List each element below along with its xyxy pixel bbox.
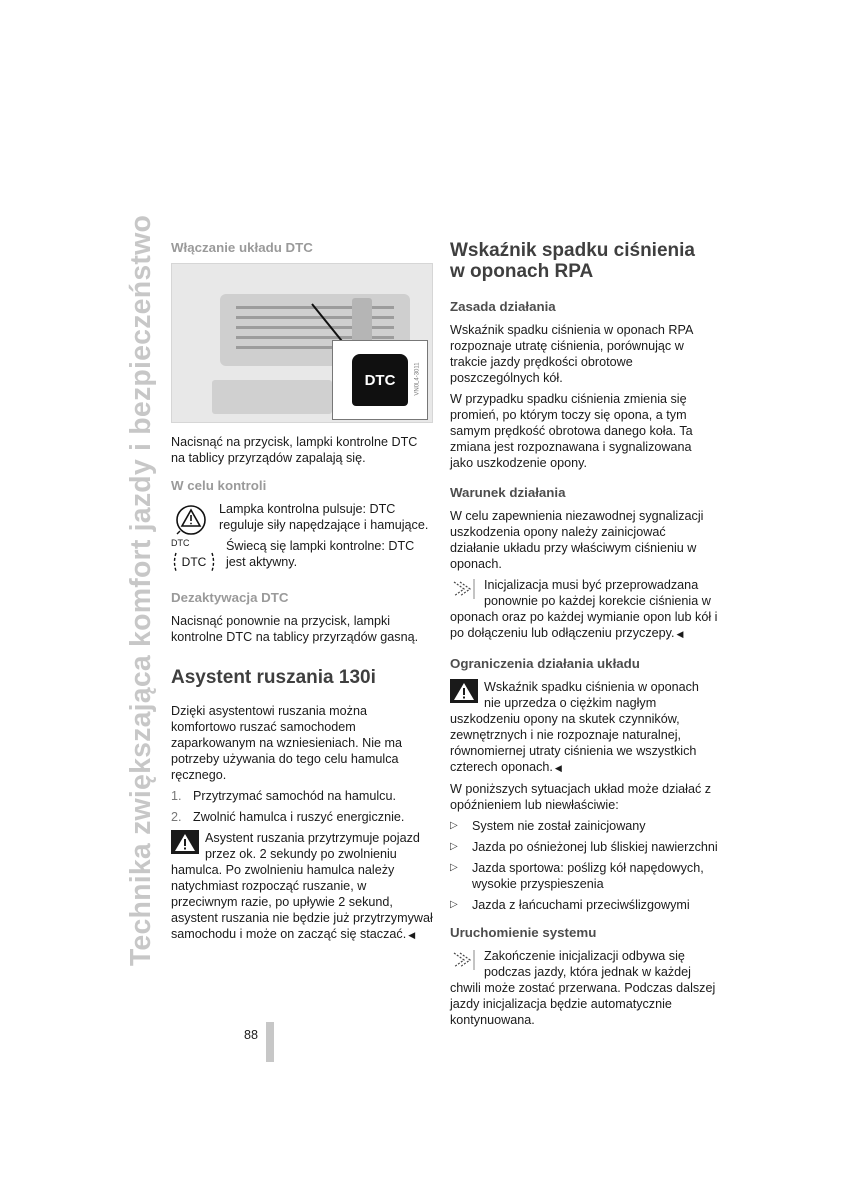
list-item-text: Jazda po ośnieżonej lub śliskiej nawierzchni [472, 840, 718, 854]
dtc-button: DTC [352, 354, 408, 406]
step-text: Przytrzymać samochód na hamulcu. [193, 789, 396, 803]
principle-text-1: Wskaźnik spadku ciśnienia w oponach RPA rozpoznaje utratę ciśnienia, porównując w trakcie jazdy prędkości obrotowe poszczególnych kół. [450, 323, 693, 385]
limitations-warning-note [450, 679, 718, 776]
condition-text: W celu zapewnienia niezawodnej sygnalizacji uszkodzenia opony należy zainicjować działanie układu przy właściwym ciśnieniu w oponach. [450, 509, 704, 571]
page-marker-bar [266, 1022, 274, 1062]
bullet-arrow-icon [450, 839, 458, 855]
figure-code: VN0L4-3011 [414, 362, 421, 396]
list-item-text: Jazda sportowa: poślizg kół napędowych, wysokie przyspieszenia [472, 861, 704, 891]
list-item [450, 839, 718, 855]
warning-triangle-icon [450, 679, 478, 703]
list-item [450, 897, 718, 913]
bullet-arrow-icon [450, 818, 458, 834]
dtc-activation-text: Nacisnąć na przycisk, lampki kontrolne DTC na tablicy przyrządów zapalają się. [171, 435, 418, 465]
list-item [450, 860, 718, 892]
heading-dtc-activation: Włączanie układu DTC [171, 240, 313, 255]
system-start-hint-text: Zakończenie inicjalizacji odbywa się podczas jazdy, która jednak w każdej chwili może zostać przerwana. Podczas dalszej jazdy inicjalizacja będzie automatycznie kontynuowana. [450, 949, 716, 1027]
heading-check: W celu kontroli [171, 478, 267, 493]
heading-hill-start-assist: Asystent ruszania 130i [171, 667, 376, 688]
indicator-flashing-text: Lampka kontrolna pulsuje: DTC reguluje siły napędzające i hamujące. [219, 502, 429, 532]
limitations-intro: W poniższych sytuacjach układ może działać z opóźnieniem lub niewłaściwie: [450, 782, 712, 812]
right-column [450, 240, 718, 1033]
list-item-text: Jazda z łańcuchami przeciwślizgowymi [472, 898, 690, 912]
dtc-indicator-caption: DTC [171, 538, 190, 548]
step-text: Zwolnić hamulca i ruszyć energicznie. [193, 810, 405, 824]
limitations-list [450, 818, 718, 913]
hill-start-warning-text: Asystent ruszania przytrzymuje pojazd przez ok. 2 sekundy po zwolnieniu hamulca. Po zwolnieniu hamulca należy natychmiast rozpocząć ruszanie, w przeciwnym razie, po upływie 2 sekund, asystent ruszania nie będzie już przytrzymywał samochodu i może on zacząć się staczać. ◀ [171, 830, 433, 943]
list-item [171, 788, 433, 804]
dsc-warning-lamp-icon [171, 501, 211, 541]
indicator-row-flashing [171, 501, 433, 533]
condition-hint-note [450, 577, 718, 642]
condition-hint-text: Inicjalizacja musi być przeprowadzana ponownie po każdej korekcie ciśnienia w oponach oraz po każdej wymianie opon lub kół i po dołączeniu lub odłączeniu przyczepy. ◀ [450, 577, 718, 642]
principle-text-2: W przypadku spadku ciśnienia zmienia się promień, po którym toczy się opona, a tym samym prędkość obrotowa danego koła. Ta zmiana jest rozpoznawana i sygnalizowana jako uszkodzenie opony. [450, 392, 693, 470]
hint-icon [450, 577, 478, 601]
bullet-arrow-icon [450, 897, 458, 913]
step-number: 1. [171, 789, 182, 803]
heading-principle: Zasada działania [450, 299, 556, 314]
limitations-warning-text: Wskaźnik spadku ciśnienia w oponach nie uprzedza o ciężkim nagłym uszkodzeniu opony na skutek czynników, zewnętrznych i nie rozpoznaje naturalnej, równomiernej utraty ciśnienia we wszystkich czterech oponach. ◀ [450, 679, 718, 776]
list-item-text: System nie został zainicjowany [472, 819, 646, 833]
step-number: 2. [171, 810, 182, 824]
hill-start-warning-note [171, 830, 433, 943]
list-item [450, 818, 718, 834]
bullet-arrow-icon [450, 860, 458, 876]
list-item [171, 809, 433, 825]
heading-condition: Warunek działania [450, 485, 566, 500]
hint-icon [450, 948, 478, 972]
side-section-title-text: Technika zwiększająca komfort jazdy i bezpieczeństwo [125, 214, 158, 966]
dtc-lamp-icon [171, 550, 217, 574]
heading-dtc-deactivation: Dezaktywacja DTC [171, 590, 289, 605]
warning-triangle-icon [171, 830, 199, 854]
indicator-lit-text: Świecą się lampki kontrolne: DTC jest aktywny. [226, 539, 415, 569]
heading-limitations: Ograniczenia działania układu [450, 656, 640, 671]
page-number: 88 [244, 1028, 259, 1042]
dtc-indicator-icon [171, 538, 217, 579]
hill-start-steps [171, 788, 433, 825]
hill-start-intro: Dzięki asystentowi ruszania można komfortowo ruszać samochodem zaparkowanym na wzniesieniach. Nie ma potrzeby używania do tego celu hamulca ręcznego. [171, 704, 402, 782]
dtc-button-callout [332, 340, 428, 420]
dtc-lamp-text: DTC [181, 555, 207, 569]
dtc-button-figure [171, 263, 433, 423]
system-start-hint-note [450, 948, 718, 1028]
dtc-deactivation-text: Nacisnąć ponownie na przycisk, lampki kontrolne DTC na tablicy przyrządów gasną. [171, 614, 419, 644]
heading-system-start: Uruchomienie systemu [450, 925, 597, 940]
heading-rpa: Wskaźnik spadku ciśnienia w oponach RPA [450, 240, 695, 282]
indicator-row-lit [171, 538, 433, 582]
side-section-title [112, 214, 172, 966]
left-column [171, 240, 433, 948]
